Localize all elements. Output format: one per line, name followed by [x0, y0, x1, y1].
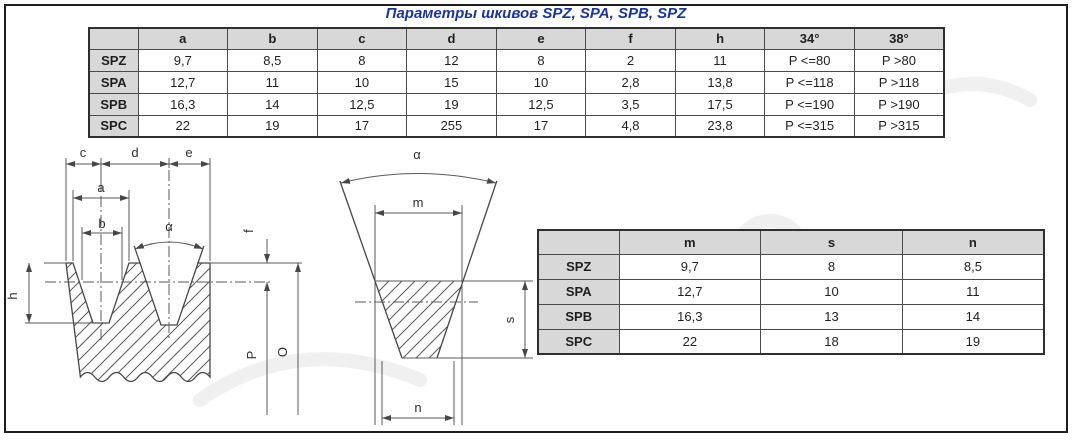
dim-label-a: a [97, 180, 105, 195]
cell: 2 [586, 49, 676, 71]
row-label: SPA [538, 279, 619, 304]
cell: 19 [228, 115, 318, 137]
cell: 19 [407, 93, 497, 115]
cell: 4,8 [586, 115, 676, 137]
dim-label-s: s [502, 316, 517, 324]
pulley-parameters-table [88, 27, 945, 138]
cell: 12 [407, 49, 497, 71]
cell: 16,3 [138, 93, 228, 115]
dim-label-b: b [98, 216, 106, 231]
table-row [89, 71, 944, 93]
cell: 11 [675, 49, 765, 71]
cell: 10 [761, 279, 903, 304]
cell: 13 [761, 304, 903, 329]
table-row [538, 304, 1044, 329]
cell: 17 [317, 115, 407, 137]
cell: 8 [317, 49, 407, 71]
cell: 12,7 [619, 279, 761, 304]
col-header: h [675, 28, 765, 49]
cell: 2,8 [586, 71, 676, 93]
cell: 17 [496, 115, 586, 137]
corner-cell [89, 28, 138, 49]
cell: P <=315 [765, 115, 855, 137]
col-header: b [228, 28, 318, 49]
row-label: SPB [89, 93, 138, 115]
groove-flank-left [340, 181, 402, 358]
col-header: c [317, 28, 407, 49]
corner-cell [538, 230, 619, 254]
cell: 13,8 [675, 71, 765, 93]
belt-parameters-table [537, 229, 1045, 355]
cell: 22 [619, 329, 761, 354]
cell: P <=190 [765, 93, 855, 115]
cell: 10 [496, 71, 586, 93]
cell: 14 [902, 304, 1044, 329]
cell: P >190 [854, 93, 944, 115]
dim-label-e: e [185, 145, 193, 160]
cell: 255 [407, 115, 497, 137]
table-row [538, 279, 1044, 304]
cell: P >315 [854, 115, 944, 137]
cell: 9,7 [619, 254, 761, 279]
row-label: SPC [89, 115, 138, 137]
col-header: s [761, 230, 903, 254]
cell: 9,7 [138, 49, 228, 71]
cell: 11 [902, 279, 1044, 304]
page-title: Параметры шкивов SPZ, SPA, SPB, SPZ [385, 5, 687, 22]
table-row [89, 93, 944, 115]
cell: 12,7 [138, 71, 228, 93]
cell: 8 [496, 49, 586, 71]
cell: 8,5 [228, 49, 318, 71]
belt-profile-drawing [330, 145, 545, 430]
row-label: SPZ [89, 49, 138, 71]
row-label: SPA [89, 71, 138, 93]
row-label: SPB [538, 304, 619, 329]
pulley-groove-drawing [0, 140, 320, 433]
cell: 18 [761, 329, 903, 354]
row-label: SPC [538, 329, 619, 354]
col-header: n [902, 230, 1044, 254]
col-header: e [496, 28, 586, 49]
cell: P >80 [854, 49, 944, 71]
dim-label-alpha: α [165, 219, 173, 234]
col-header: f [586, 28, 676, 49]
cell: 10 [317, 71, 407, 93]
table-row [89, 49, 944, 71]
cell: 12,5 [496, 93, 586, 115]
pulley-body-section [66, 263, 210, 382]
groove-flank-right [437, 181, 497, 358]
cell: 12,5 [317, 93, 407, 115]
cell: 8,5 [902, 254, 1044, 279]
dim-label-c: c [79, 145, 87, 160]
dim-label-alpha: α [413, 147, 421, 162]
col-header: d [407, 28, 497, 49]
col-header: m [619, 230, 761, 254]
dim-label-f: f [241, 229, 256, 233]
cell: 8 [761, 254, 903, 279]
table-row [538, 254, 1044, 279]
cell: 17,5 [675, 93, 765, 115]
table-row [538, 329, 1044, 354]
table-row [89, 115, 944, 137]
cell: 23,8 [675, 115, 765, 137]
row-label: SPZ [538, 254, 619, 279]
cell: 19 [902, 329, 1044, 354]
dim-label-m: m [412, 195, 424, 210]
cell: 22 [138, 115, 228, 137]
col-header: 34° [765, 28, 855, 49]
cell: 11 [228, 71, 318, 93]
dim-label-n: n [414, 400, 422, 415]
cell: 3,5 [586, 93, 676, 115]
table-header-row [89, 28, 944, 49]
dim-label-h: h [5, 292, 20, 300]
cell: P <=80 [765, 49, 855, 71]
cell: 16,3 [619, 304, 761, 329]
cell: 14 [228, 93, 318, 115]
cell: P >118 [854, 71, 944, 93]
dim-label-P: P [244, 350, 259, 360]
dim-label-d: d [131, 145, 139, 160]
cell: 15 [407, 71, 497, 93]
col-header: a [138, 28, 228, 49]
dim-label-O: O [275, 346, 290, 358]
cell: P <=118 [765, 71, 855, 93]
table-header-row [538, 230, 1044, 254]
col-header: 38° [854, 28, 944, 49]
